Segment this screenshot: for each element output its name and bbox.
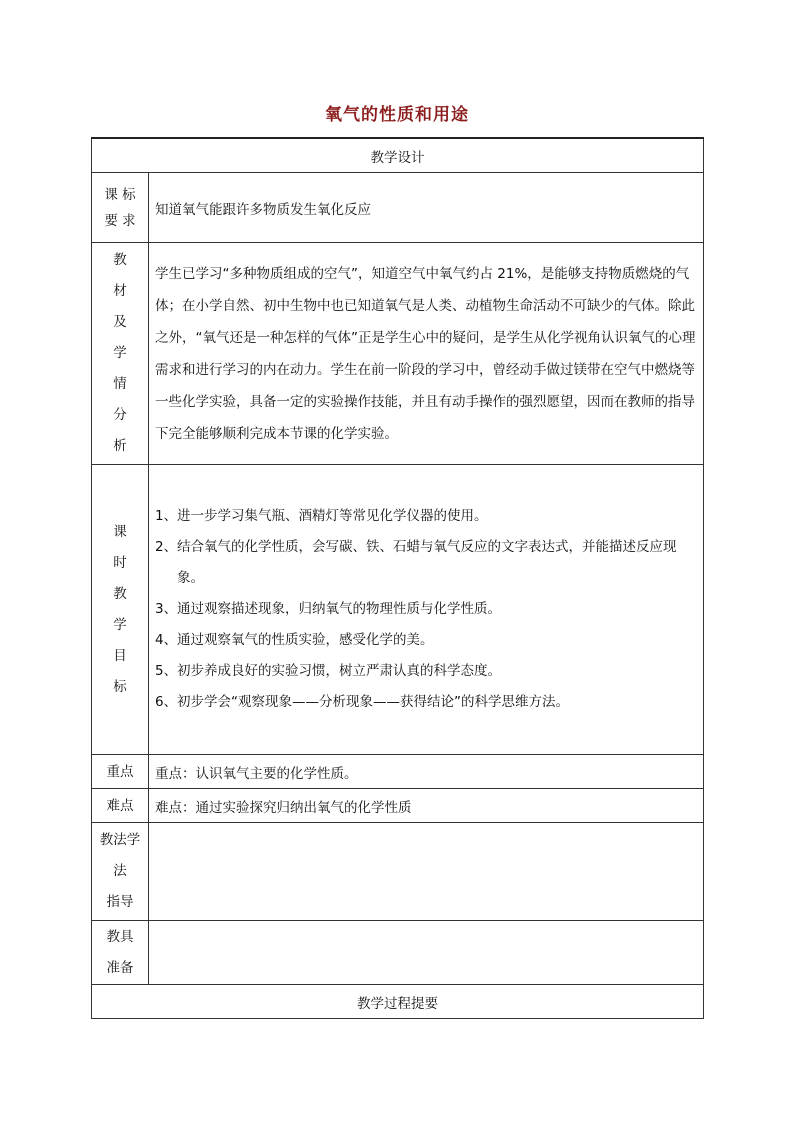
objective-text: 通过观察氧气的性质实验，感受化学的美。 xyxy=(177,632,434,648)
objective-number: 5、 xyxy=(155,663,178,679)
objectives-list xyxy=(155,501,697,718)
analysis-label-char: 学 xyxy=(113,345,127,361)
analysis-label-char: 教 xyxy=(113,252,127,268)
difficulty-text: 难点：通过实验探究归纳出氧气的化学性质 xyxy=(149,789,704,823)
objective-text: 进一步学习集气瓶、酒精灯等常见化学仪器的使用。 xyxy=(177,508,488,524)
table-footer: 教学过程提要 xyxy=(92,985,704,1019)
objectives-label-char: 学 xyxy=(113,616,127,633)
objective-item xyxy=(155,687,697,718)
method-label-line: 教法学 xyxy=(99,832,141,848)
curriculum-label xyxy=(92,173,149,243)
lesson-plan-table xyxy=(91,137,704,1019)
analysis-label-char: 析 xyxy=(113,438,127,454)
objectives-label-char: 目 xyxy=(113,647,127,664)
analysis-label-char: 情 xyxy=(113,376,127,392)
tools-label-line: 准备 xyxy=(106,959,134,976)
key-point-text: 重点：认识氧气主要的化学性质。 xyxy=(149,755,704,789)
objective-number: 1、 xyxy=(155,508,178,524)
curriculum-text: 知道氧气能跟许多物质发生氧化反应 xyxy=(149,173,704,243)
objectives-label-char: 课 xyxy=(113,523,127,540)
curriculum-label-line2: 要 求 xyxy=(104,212,136,229)
analysis-text: 学生已学习“多种物质组成的空气”，知道空气中氧气约占 21%，是能够支持物质燃烧的气体；在小学自然、初中生物中也已知道氧气是人类、动植物生命活动不可缺少的气体。除此之外，“氧气还是一种怎样的气体”正是学生心中的疑问，是学生从化学视角认识氧气的心理需求和进行学习的内在动力。学生在前一阶段的学习中，曾经动手做过镁带在空气中燃烧等一些化学实验，具备一定的实验操作技能，并且有动手操作的强烈愿望，因而在教师的指导下完全能够顺利完成本节课的化学实验。 xyxy=(149,243,704,465)
analysis-label xyxy=(92,243,149,465)
table-header: 教学设计 xyxy=(92,138,704,173)
curriculum-label-line1: 课 标 xyxy=(104,186,136,203)
tools-label-line: 教具 xyxy=(106,928,134,945)
method-label-line: 指导 xyxy=(106,894,134,910)
objective-number: 3、 xyxy=(155,601,178,617)
objective-item xyxy=(155,625,697,656)
objective-text: 通过观察描述现象，归纳氧气的物理性质与化学性质。 xyxy=(177,601,501,617)
objectives-content xyxy=(149,465,704,755)
document-title: 氧气的性质和用途 xyxy=(325,105,469,125)
method-text xyxy=(149,823,704,921)
objectives-label-char: 时 xyxy=(113,554,127,571)
objective-item xyxy=(155,656,697,687)
objective-text: 初步养成良好的实验习惯，树立严肃认真的科学态度。 xyxy=(177,663,501,679)
objective-text: 初步学会“观察现象——分析现象——获得结论”的科学思维方法。 xyxy=(177,694,569,710)
objective-item xyxy=(155,594,697,625)
analysis-label-char: 分 xyxy=(113,407,127,423)
objective-number: 2、 xyxy=(155,539,178,555)
objective-number: 6、 xyxy=(155,694,178,710)
objectives-label xyxy=(92,465,149,755)
analysis-label-char: 材 xyxy=(113,283,127,299)
tools-label xyxy=(92,921,149,985)
objective-item xyxy=(155,532,697,594)
analysis-label-char: 及 xyxy=(113,314,127,330)
method-label-line: 法 xyxy=(113,863,127,879)
objective-text: 结合氧气的化学性质，会写碳、铁、石蜡与氧气反应的文字表达式，并能描述反应现象。 xyxy=(177,539,677,586)
key-point-label: 重点 xyxy=(92,755,149,789)
objective-item xyxy=(155,501,697,532)
method-label xyxy=(92,823,149,921)
tools-text xyxy=(149,921,704,985)
objective-number: 4、 xyxy=(155,632,178,648)
difficulty-label: 难点 xyxy=(92,789,149,823)
objectives-label-char: 教 xyxy=(113,585,127,602)
objectives-label-char: 标 xyxy=(113,678,127,695)
